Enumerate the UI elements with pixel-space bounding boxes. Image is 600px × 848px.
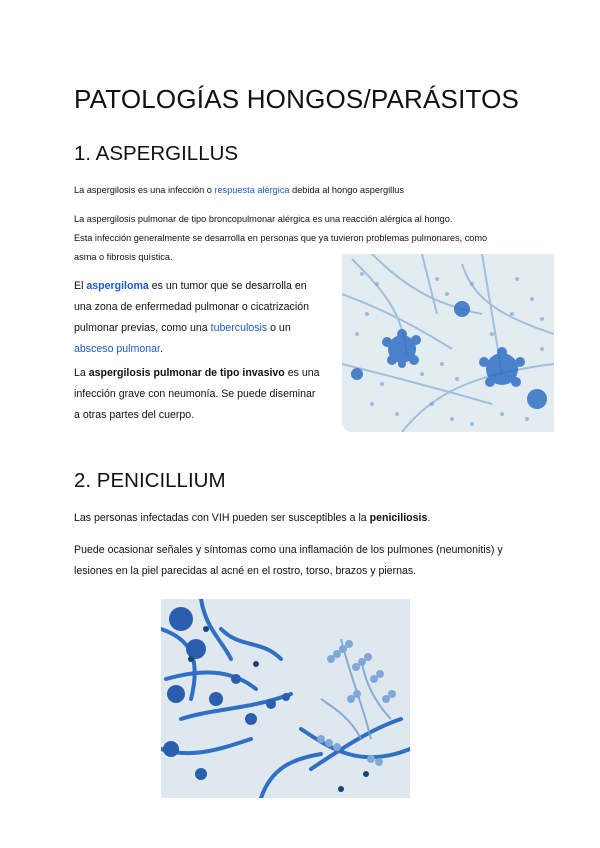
paragraph-line: a otras partes del cuerpo. xyxy=(74,409,195,421)
text-span: El xyxy=(74,280,87,292)
aspergillus-micrograph-drawing xyxy=(342,254,554,432)
paragraph-line xyxy=(74,318,309,339)
text-span: Las personas infectadas con VIH pueden ser susceptibles a la xyxy=(74,512,370,524)
aspergiloma-paragraph xyxy=(74,276,309,360)
intro-text-post: debida al hongo aspergillus xyxy=(289,185,404,195)
paragraph-line: infección grave con neumonía. Se puede diseminar xyxy=(74,388,316,400)
text-span: . xyxy=(159,343,163,355)
aspergillus-micrograph xyxy=(342,254,554,432)
aspergilosis-invasiva-paragraph xyxy=(74,363,320,426)
penicillium-symptoms-paragraph xyxy=(74,540,503,582)
aspergillus-intro-paragraph xyxy=(74,181,404,200)
penicillium-micrograph-drawing xyxy=(161,599,410,798)
text-span: o un xyxy=(267,322,291,334)
text-span: pulmonar previas, como una xyxy=(74,322,211,334)
paragraph-line: una zona de enfermedad pulmonar o cicatrización xyxy=(74,301,309,313)
intro-text-pre: La aspergilosis es una infección o xyxy=(74,185,215,195)
text-span: es una xyxy=(284,367,320,379)
paragraph-line: asma o fibrosis quística. xyxy=(74,252,173,262)
bold-term: aspergilosis pulmonar de tipo invasivo xyxy=(88,367,285,379)
penicillium-vih-paragraph xyxy=(74,508,430,529)
paragraph-line: Puede ocasionar señales y síntomas como una inflamación de los pulmones (neumonitis) y xyxy=(74,544,503,556)
paragraph-line: La aspergilosis pulmonar de tipo broncopulmonar alérgica es una reacción alérgica al hongo. xyxy=(74,214,453,224)
paragraph-line xyxy=(74,276,309,297)
text-span: es un tumor que se desarrolla en xyxy=(148,280,307,292)
link-absceso-pulmonar[interactable]: absceso pulmonar xyxy=(74,343,160,355)
paragraph-line xyxy=(74,363,320,384)
link-respuesta-alergica[interactable]: respuesta alérgica xyxy=(214,185,290,195)
section-heading-aspergillus: 1. ASPERGILLUS xyxy=(74,142,239,165)
text-span: . xyxy=(427,512,431,524)
paragraph-line: Esta infección generalmente se desarrolla en personas que ya tuvieron problemas pulmonares, como xyxy=(74,233,488,243)
bold-term: peniciliosis xyxy=(369,512,428,524)
text-span: La xyxy=(74,367,89,379)
link-tuberculosis[interactable]: tuberculosis xyxy=(210,322,268,334)
paragraph-line xyxy=(74,339,309,360)
page-title: PATOLOGÍAS HONGOS/PARÁSITOS xyxy=(74,84,520,114)
section-heading-penicillium: 2. PENICILLIUM xyxy=(74,469,226,492)
link-aspergiloma[interactable]: aspergiloma xyxy=(86,280,149,292)
paragraph-line: lesiones en la piel parecidas al acné en el rostro, torso, brazos y piernas. xyxy=(74,565,417,577)
penicillium-micrograph xyxy=(161,599,410,798)
